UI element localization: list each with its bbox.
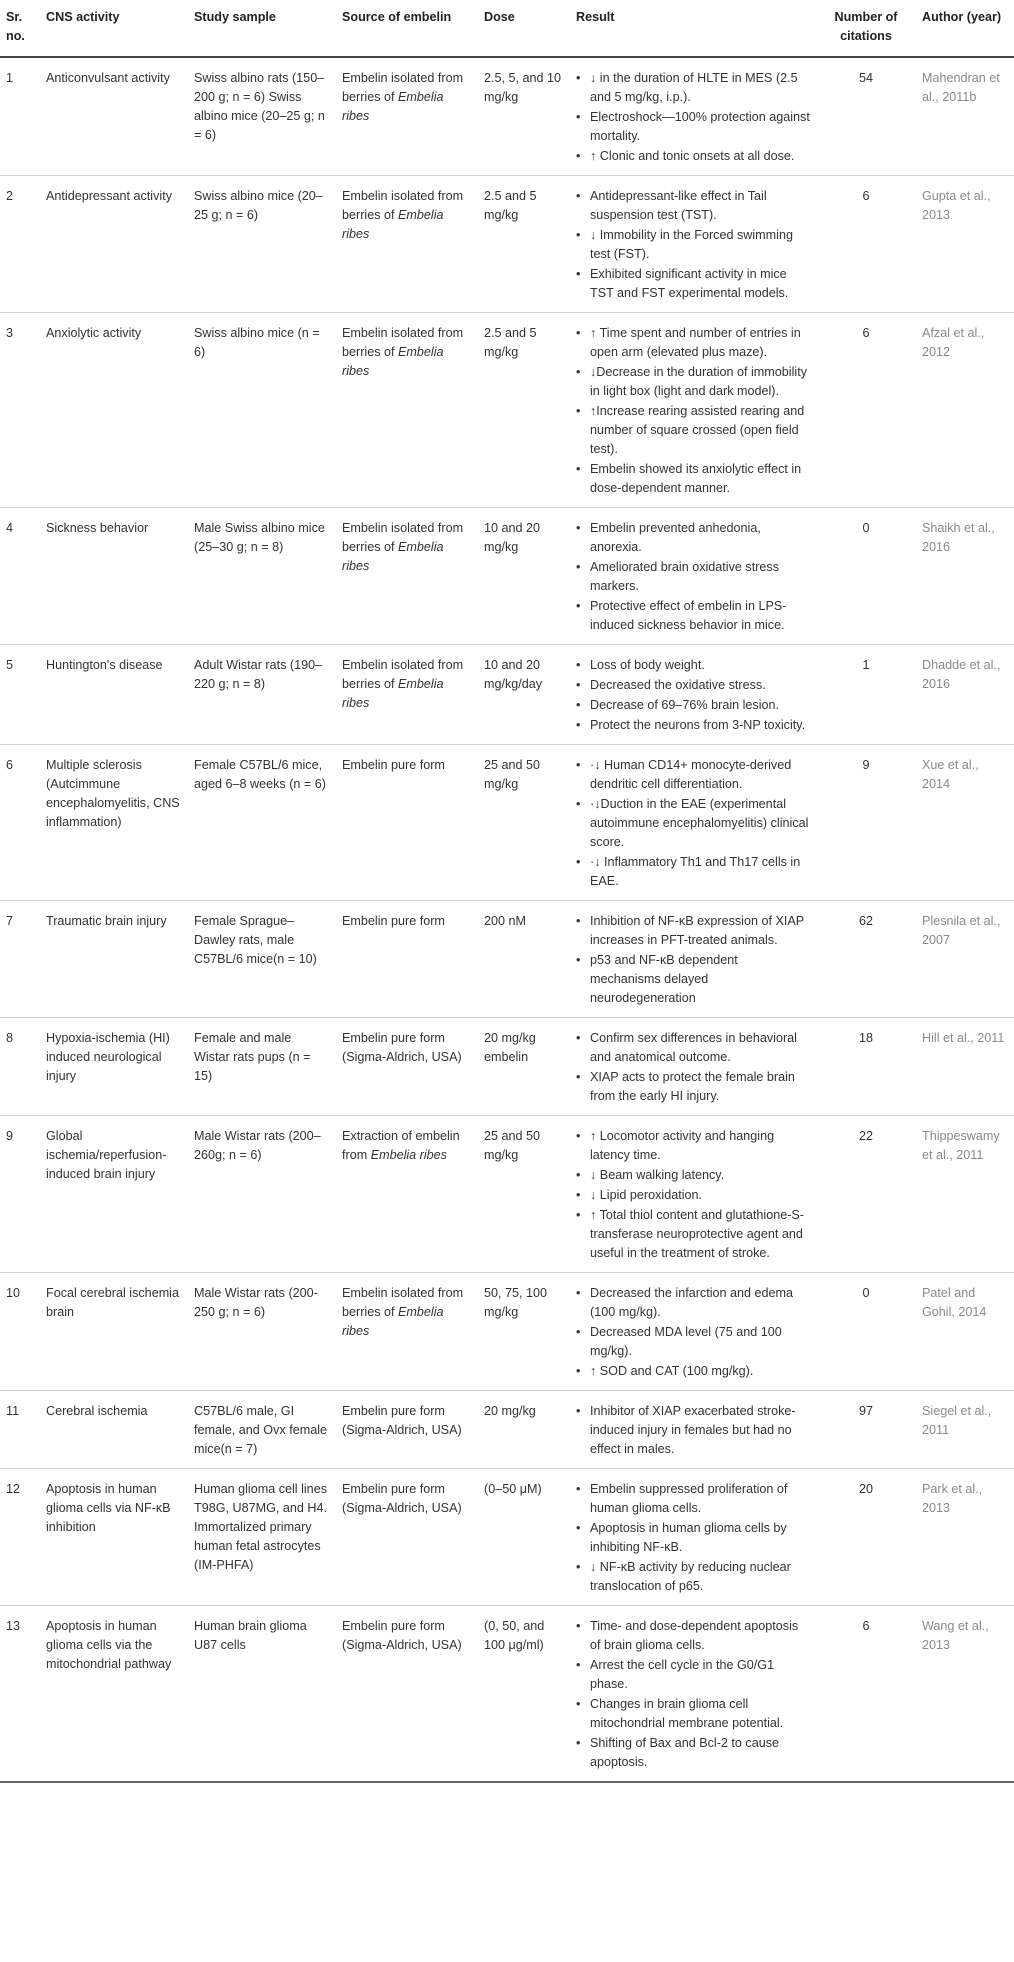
header-result: Result (576, 10, 615, 24)
cell-source (336, 313, 478, 508)
result-item: • ↑ Time spent and number of entries in open arm (elevated plus maze). (590, 324, 810, 362)
cell-study-sample: Male Wistar rats (200–260g; n = 6) (194, 1129, 321, 1162)
result-item: • Protect the neurons from 3-NP toxicity. (590, 716, 810, 735)
result-item: • Embelin suppressed proliferation of human glioma cells. (590, 1480, 810, 1518)
cell-author: Thippeswamy et al., 2011 (922, 1129, 1000, 1162)
result-item: • Electroshock—100% protection against mortality. (590, 108, 810, 146)
cell-dose: 25 and 50 mg/kg (484, 1129, 541, 1162)
result-item: • ↓ in the duration of HLTE in MES (2.5 and 5 mg/kg, i.p.). (590, 69, 810, 107)
cell-study-sample: Swiss albino mice (n = 6) (194, 326, 320, 359)
cell-author: Wang et al., 2013 (922, 1619, 989, 1652)
cell-source (336, 1469, 478, 1606)
table-row (0, 508, 1014, 645)
cell-source (336, 57, 478, 176)
header-citations: Number of citations (834, 10, 898, 43)
source-text: Embelin isolated from berries of (342, 326, 464, 359)
table-row (0, 901, 1014, 1018)
source-species: Embelia ribes (342, 90, 444, 123)
cell-cns-activity: Antidepressant activity (46, 189, 172, 203)
cell-result (570, 1116, 816, 1273)
cell-study-sample: C57BL/6 male, GI female, and Ovx female mice(n = 7) (194, 1404, 327, 1456)
result-item: • XIAP acts to protect the female brain from the early HI injury. (590, 1068, 810, 1106)
cell-sr-no: 7 (6, 914, 14, 928)
cell-study-sample: Human brain glioma U87 cells (194, 1619, 307, 1652)
result-item: • Apoptosis in human glioma cells by inhibiting NF-κB. (590, 1519, 810, 1557)
cell-author: Park et al., 2013 (922, 1482, 983, 1515)
cell-study-sample: Male Wistar rats (200-250 g; n = 6) (194, 1286, 318, 1319)
result-item: • ·↓ Inflammatory Th1 and Th17 cells in EAE. (590, 853, 810, 891)
cell-dose: (0–50 μM) (484, 1482, 542, 1496)
header-dose: Dose (484, 10, 515, 24)
cell-source (336, 1273, 478, 1391)
cell-citations: 62 (858, 914, 873, 928)
source-text: Embelin isolated from berries of (342, 658, 464, 691)
result-item: • Decreased the oxidative stress. (590, 676, 810, 695)
source-species: Embelia ribes (342, 345, 444, 378)
cell-dose: 20 mg/kg embelin (484, 1031, 536, 1064)
result-item: • ↑ Locomotor activity and hanging latency time. (590, 1127, 810, 1165)
cell-study-sample: Human glioma cell lines T98G, U87MG, and H4. Immortalized primary human fetal astrocytes (IM-PHFA) (194, 1482, 327, 1572)
cell-sr-no: 11 (6, 1404, 20, 1418)
cell-sr-no: 13 (6, 1619, 21, 1633)
cell-result (570, 508, 816, 645)
cell-result (570, 1469, 816, 1606)
cell-cns-activity: Apoptosis in human glioma cells via the mitochondrial pathway (46, 1619, 172, 1671)
source-text: Embelin pure form (342, 758, 445, 772)
result-list (576, 187, 810, 303)
result-item: • ↓ NF-κB activity by reducing nuclear translocation of p65. (590, 1558, 810, 1596)
cell-source (336, 176, 478, 313)
cell-cns-activity: Huntington's disease (46, 658, 163, 672)
source-text: Extraction of embelin from (342, 1129, 460, 1162)
cell-source (336, 508, 478, 645)
cell-source (336, 1116, 478, 1273)
cell-source (336, 745, 478, 901)
cell-sr-no: 8 (6, 1031, 14, 1045)
cell-author: Patel and Gohil, 2014 (922, 1286, 987, 1319)
cell-result (570, 745, 816, 901)
result-item: • Decreased the infarction and edema (100 mg/kg). (590, 1284, 810, 1322)
result-item: • ↑ Clonic and tonic onsets at all dose. (590, 147, 810, 166)
source-text: Embelin pure form (Sigma-Aldrich, USA) (342, 1482, 462, 1515)
cell-sr-no: 6 (6, 758, 14, 772)
source-text: Embelin pure form (342, 914, 445, 928)
result-item: • Ameliorated brain oxidative stress markers. (590, 558, 810, 596)
result-list (576, 519, 810, 635)
cell-author: Gupta et al., 2013 (922, 189, 991, 222)
cell-study-sample: Female and male Wistar rats pups (n = 15) (194, 1031, 311, 1083)
cell-source (336, 645, 478, 745)
cell-result (570, 901, 816, 1018)
result-list (576, 912, 810, 1008)
cell-author: Dhadde et al., 2016 (922, 658, 1001, 691)
result-item: • Arrest the cell cycle in the G0/G1 phase. (590, 1656, 810, 1694)
cell-author: Mahendran et al., 2011b (922, 71, 1000, 104)
source-text: Embelin pure form (Sigma-Aldrich, USA) (342, 1031, 462, 1064)
cell-result (570, 57, 816, 176)
result-item: • Inhibition of NF-κB expression of XIAP increases in PFT-treated animals. (590, 912, 810, 950)
cell-study-sample: Male Swiss albino mice (25–30 g; n = 8) (194, 521, 325, 554)
cell-sr-no: 9 (6, 1129, 14, 1143)
result-item: • Changes in brain glioma cell mitochondrial membrane potential. (590, 1695, 810, 1733)
result-item: • Shifting of Bax and Bcl-2 to cause apoptosis. (590, 1734, 810, 1772)
cell-sr-no: 5 (6, 658, 14, 672)
result-item: • Decreased MDA level (75 and 100 mg/kg). (590, 1323, 810, 1361)
cell-result (570, 313, 816, 508)
table-body (0, 57, 1014, 1782)
result-list (576, 1029, 810, 1106)
source-text: Embelin pure form (Sigma-Aldrich, USA) (342, 1404, 462, 1437)
source-species: Embelia ribes (342, 208, 444, 241)
result-item: • p53 and NF-κB dependent mechanisms delayed neurodegeneration (590, 951, 810, 1008)
result-list (576, 1127, 810, 1263)
cell-sr-no: 1 (6, 71, 14, 85)
source-text: Embelin pure form (Sigma-Aldrich, USA) (342, 1619, 462, 1652)
cell-citations: 9 (862, 758, 870, 772)
cell-citations: 22 (858, 1129, 873, 1143)
result-item: • ↑ Total thiol content and glutathione-S-transferase neuroprotective agent and useful in the treatment of stroke. (590, 1206, 810, 1263)
cell-cns-activity: Hypoxia-ischemia (HI) induced neurological injury (46, 1031, 170, 1083)
result-item: • Exhibited significant activity in mice TST and FST experimental models. (590, 265, 810, 303)
header-author: Author (year) (922, 10, 1002, 24)
cell-result (570, 1606, 816, 1783)
cell-cns-activity: Multiple sclerosis (Autcimmune encephalomyelitis, CNS inflammation) (46, 758, 180, 829)
cell-author: Afzal et al., 2012 (922, 326, 985, 359)
source-species: Embelia ribes (342, 677, 444, 710)
cell-cns-activity: Focal cerebral ischemia brain (46, 1286, 179, 1319)
table-row (0, 645, 1014, 745)
table-row (0, 1116, 1014, 1273)
cell-cns-activity: Anxiolytic activity (46, 326, 142, 340)
result-item: • ·↓Duction in the EAE (experimental autoimmune encephalomyelitis) clinical score. (590, 795, 810, 852)
cell-cns-activity: Cerebral ischemia (46, 1404, 148, 1418)
source-species: Embelia ribes (342, 1305, 444, 1338)
result-item: • Embelin prevented anhedonia, anorexia. (590, 519, 810, 557)
cell-result (570, 645, 816, 745)
result-item: • ↓Decrease in the duration of immobility in light box (light and dark model). (590, 363, 810, 401)
cell-citations: 6 (862, 1619, 870, 1633)
cell-study-sample: Swiss albino rats (150–200 g; n = 6) Swiss albino mice (20–25 g; n = 6) (194, 71, 325, 142)
cell-result (570, 1018, 816, 1116)
table-row (0, 1018, 1014, 1116)
header-cns-activity: CNS activity (46, 10, 120, 24)
source-text: Embelin isolated from berries of (342, 189, 464, 222)
header-study-sample: Study sample (194, 10, 276, 24)
result-item: • Loss of body weight. (590, 656, 810, 675)
cell-dose: (0, 50, and 100 μg/ml) (484, 1619, 545, 1652)
cell-cns-activity: Traumatic brain injury (46, 914, 167, 928)
result-item: • ↑ SOD and CAT (100 mg/kg). (590, 1362, 810, 1381)
result-list (576, 1480, 810, 1596)
header-sr-no: Sr. no. (6, 10, 25, 43)
result-item: • Inhibitor of XIAP exacerbated stroke-induced injury in females but had no effect in males. (590, 1402, 810, 1459)
cell-result (570, 1273, 816, 1391)
cell-sr-no: 12 (6, 1482, 21, 1496)
result-list (576, 1284, 810, 1381)
table-row (0, 1391, 1014, 1469)
cell-citations: 18 (858, 1031, 873, 1045)
result-list (576, 656, 810, 735)
cell-author: Plesnila et al., 2007 (922, 914, 1001, 947)
table-row (0, 1469, 1014, 1606)
table-header-row (0, 0, 1014, 57)
result-list (576, 1617, 810, 1772)
cell-cns-activity: Anticonvulsant activity (46, 71, 170, 85)
cell-citations: 0 (862, 1286, 870, 1300)
cell-dose: 10 and 20 mg/kg (484, 521, 541, 554)
result-item: • Antidepressant-like effect in Tail suspension test (TST). (590, 187, 810, 225)
result-item: • Embelin showed its anxiolytic effect in dose-dependent manner. (590, 460, 810, 498)
cell-citations: 6 (862, 189, 870, 203)
cell-dose: 200 nM (484, 914, 527, 928)
cell-citations: 97 (858, 1404, 873, 1418)
cell-dose: 2.5, 5, and 10 mg/kg (484, 71, 562, 104)
cell-study-sample: Female C57BL/6 mice, aged 6–8 weeks (n = 6) (194, 758, 326, 791)
cell-result (570, 176, 816, 313)
cell-dose: 20 mg/kg (484, 1404, 536, 1418)
cell-study-sample: Female Sprague–Dawley rats, male C57BL/6 mice(n = 10) (194, 914, 317, 966)
cell-cns-activity: Sickness behavior (46, 521, 149, 535)
result-item: • Time- and dose-dependent apoptosis of brain glioma cells. (590, 1617, 810, 1655)
cell-citations: 1 (862, 658, 870, 672)
result-list (576, 756, 810, 891)
cell-dose: 25 and 50 mg/kg (484, 758, 541, 791)
cell-dose: 2.5 and 5 mg/kg (484, 326, 537, 359)
table-row (0, 313, 1014, 508)
result-item: • Confirm sex differences in behavioral and anatomical outcome. (590, 1029, 810, 1067)
cell-sr-no: 10 (6, 1286, 21, 1300)
source-text: Embelin isolated from berries of (342, 1286, 464, 1319)
cell-dose: 2.5 and 5 mg/kg (484, 189, 537, 222)
table-row (0, 1606, 1014, 1783)
cell-dose: 10 and 20 mg/kg/day (484, 658, 543, 691)
result-item: • ↓ Immobility in the Forced swimming test (FST). (590, 226, 810, 264)
result-item: • Decrease of 69–76% brain lesion. (590, 696, 810, 715)
cell-sr-no: 4 (6, 521, 14, 535)
cell-source (336, 1391, 478, 1469)
result-list (576, 324, 810, 498)
result-item: • ·↓ Human CD14+ monocyte-derived dendritic cell differentiation. (590, 756, 810, 794)
cell-study-sample: Swiss albino mice (20–25 g; n = 6) (194, 189, 323, 222)
cell-citations: 6 (862, 326, 870, 340)
cell-dose: 50, 75, 100 mg/kg (484, 1286, 548, 1319)
result-item: • ↓ Beam walking latency. (590, 1166, 810, 1185)
cell-author: Hill et al., 2011 (922, 1031, 1005, 1045)
cell-citations: 20 (858, 1482, 873, 1496)
result-item: • ↓ Lipid peroxidation. (590, 1186, 810, 1205)
source-text: Embelin isolated from berries of (342, 71, 464, 104)
cell-citations: 0 (862, 521, 870, 535)
cell-author: Xue et al., 2014 (922, 758, 979, 791)
cell-author: Siegel et al., 2011 (922, 1404, 992, 1437)
cell-cns-activity: Apoptosis in human glioma cells via NF-κB inhibition (46, 1482, 171, 1534)
cell-study-sample: Adult Wistar rats (190–220 g; n = 8) (194, 658, 323, 691)
table-row (0, 1273, 1014, 1391)
header-source: Source of embelin (342, 10, 452, 24)
cell-source (336, 1018, 478, 1116)
source-species: Embelia ribes (342, 540, 444, 573)
result-item: • Protective effect of embelin in LPS-induced sickness behavior in mice. (590, 597, 810, 635)
source-species: Embelia ribes (370, 1148, 447, 1162)
result-list (576, 69, 810, 166)
cell-citations: 54 (858, 71, 873, 85)
table-row (0, 176, 1014, 313)
cell-result (570, 1391, 816, 1469)
cell-sr-no: 2 (6, 189, 14, 203)
cell-source (336, 901, 478, 1018)
cell-sr-no: 3 (6, 326, 14, 340)
result-list (576, 1402, 810, 1459)
result-item: • ↑Increase rearing assisted rearing and number of square crossed (open field test). (590, 402, 810, 459)
cell-author: Shaikh et al., 2016 (922, 521, 995, 554)
source-text: Embelin isolated from berries of (342, 521, 464, 554)
cell-cns-activity: Global ischemia/reperfusion-induced brain injury (46, 1129, 167, 1181)
table-row (0, 745, 1014, 901)
cell-source (336, 1606, 478, 1783)
table-row (0, 57, 1014, 176)
